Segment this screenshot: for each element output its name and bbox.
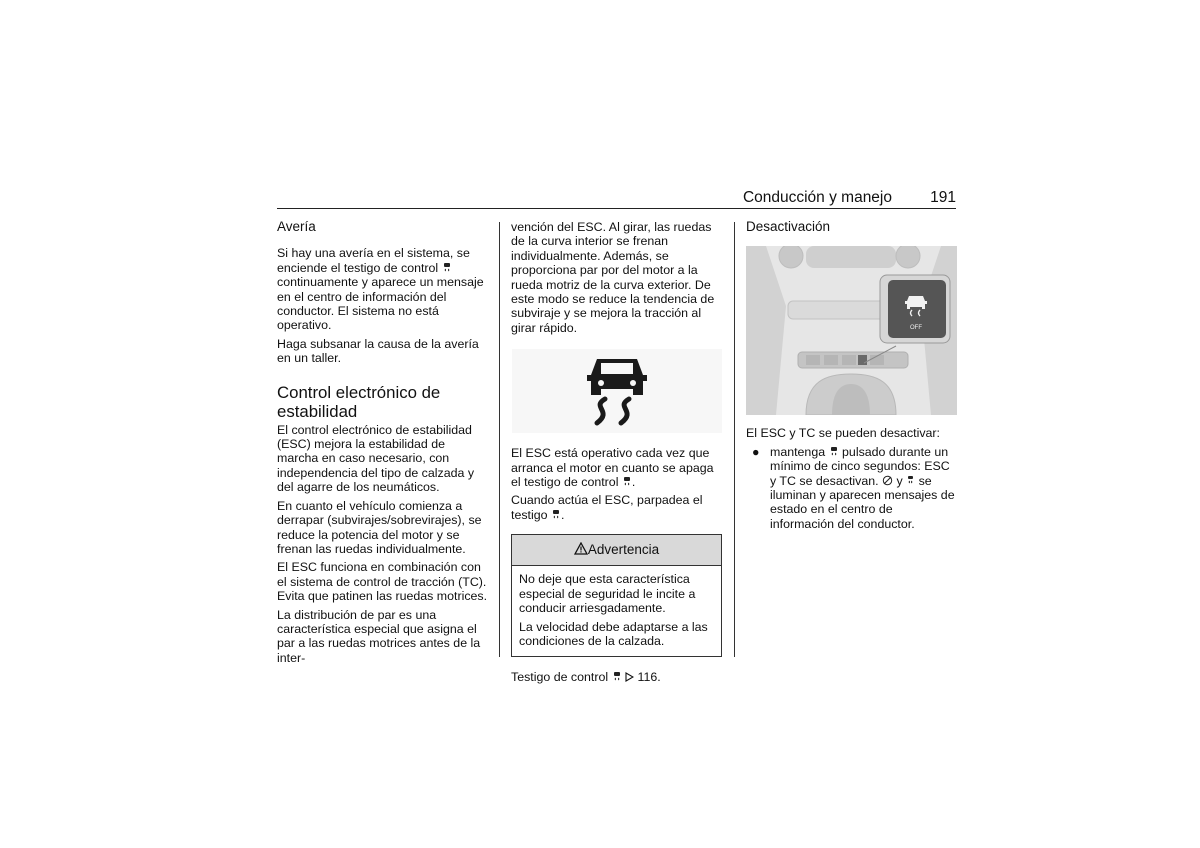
xref-label: Testigo de control bbox=[511, 670, 609, 685]
esc-skid-icon bbox=[829, 446, 839, 457]
paragraph-desactivar-intro: El ESC y TC se pueden desactivar: bbox=[746, 426, 940, 441]
paragraph-averia-1 bbox=[277, 246, 489, 332]
off-button-label: OFF bbox=[910, 325, 922, 332]
page-reference-arrow-icon bbox=[625, 672, 634, 682]
center-console-photo bbox=[746, 246, 957, 415]
esc-skid-icon bbox=[612, 671, 622, 682]
bullet-dot: ● bbox=[752, 444, 760, 459]
paragraph-esc-2: En cuanto el vehículo comienza a derrapar (subvirajes/sobrevirajes), se reduce la potencia del motor y se frenan las ruedas individualmente. bbox=[277, 498, 482, 556]
esc-skid-icon bbox=[581, 353, 653, 429]
section-title: Conducción y manejo bbox=[742, 189, 892, 206]
paragraph-averia-2: Haga subsanar la causa de la avería en un taller. bbox=[277, 336, 479, 366]
center-console-illustration bbox=[746, 246, 957, 415]
heading-control-electronico: Control electrónico de estabilidad bbox=[277, 382, 441, 421]
paragraph-text: y bbox=[896, 473, 903, 488]
column-divider-1 bbox=[499, 222, 500, 657]
esc-off-icon bbox=[882, 475, 893, 486]
paragraph-esc-parpadea bbox=[511, 493, 723, 522]
paragraph-esc-1: El control electrónico de estabilidad (ESC) mejora la estabilidad de marcha en caso necesario, con independencia del tipo de calzada y del agarre de los neumáticos. bbox=[277, 422, 475, 495]
xref-page: 116. bbox=[637, 670, 661, 685]
paragraph-text: . bbox=[560, 507, 565, 522]
paragraph-text: Si hay una avería en el sistema, se enciende el testigo de control bbox=[277, 246, 470, 275]
paragraph-esc-4: La distribución de par es una característica especial que asigna el par a las ruedas motrices antes de la inter- bbox=[277, 607, 481, 665]
cross-reference bbox=[511, 670, 723, 684]
warning-title: Advertencia bbox=[587, 542, 660, 558]
paragraph-text: Cuando actúa el ESC, parpadea el testigo bbox=[511, 493, 703, 522]
paragraph-esc-3: El ESC funciona en combinación con el sistema de control de tracción (TC). Evita que patinen las ruedas motrices. bbox=[277, 560, 488, 604]
column-3 bbox=[746, 220, 958, 531]
esc-skid-icon bbox=[442, 262, 452, 273]
esc-off-icon bbox=[903, 293, 929, 323]
paragraph-esc-continuation: vención del ESC. Al girar, las ruedas de la curva interior se frenan individualmente. Además, se proporciona par por del motor a la rueda motriz de la curva exterior. De este modo se reduce la tendencia de subviraje y se mejora la tracción al girar rápido. bbox=[511, 220, 715, 335]
warning-paragraph-1: No deje que esta característica especial de seguridad le incite a conducir arriesgadamente. bbox=[519, 572, 696, 616]
column-2 bbox=[511, 220, 723, 689]
warning-body bbox=[512, 566, 721, 656]
column-divider-2 bbox=[734, 222, 735, 657]
paragraph-text: continuamente y aparece un mensaje en el centro de información del conductor. El sistema no está operativo. bbox=[277, 275, 484, 333]
paragraph-text: pulsado durante un mínimo de cinco segundos: ESC y TC se desactivan. bbox=[770, 444, 950, 488]
warning-header bbox=[512, 535, 721, 566]
paragraph-text: mantenga bbox=[770, 444, 826, 459]
esc-symbol-figure bbox=[512, 349, 722, 433]
header-divider bbox=[277, 208, 956, 209]
paragraph-text: . bbox=[631, 475, 636, 490]
warning-triangle-icon bbox=[574, 542, 588, 555]
esc-skid-icon bbox=[622, 476, 632, 487]
tc-off-icon bbox=[906, 475, 915, 486]
page-header bbox=[277, 187, 956, 207]
paragraph-text: se iluminan y aparecen mensajes de estado en el centro de información del conductor. bbox=[770, 473, 955, 531]
page-number: 191 bbox=[930, 189, 956, 206]
list-item-text bbox=[770, 445, 958, 531]
column-1 bbox=[277, 220, 489, 669]
heading-desactivacion: Desactivación bbox=[746, 219, 831, 234]
paragraph-esc-operativo bbox=[511, 446, 723, 489]
esc-skid-icon bbox=[551, 509, 561, 520]
paragraph-text: El ESC está operativo cada vez que arranca el motor en cuanto se apaga el testigo de control bbox=[511, 446, 714, 490]
warning-paragraph-2: La velocidad debe adaptarse a las condiciones de la calzada. bbox=[519, 619, 708, 648]
list-item bbox=[746, 445, 958, 531]
heading-averia: Avería bbox=[277, 219, 316, 234]
warning-box bbox=[511, 534, 722, 657]
